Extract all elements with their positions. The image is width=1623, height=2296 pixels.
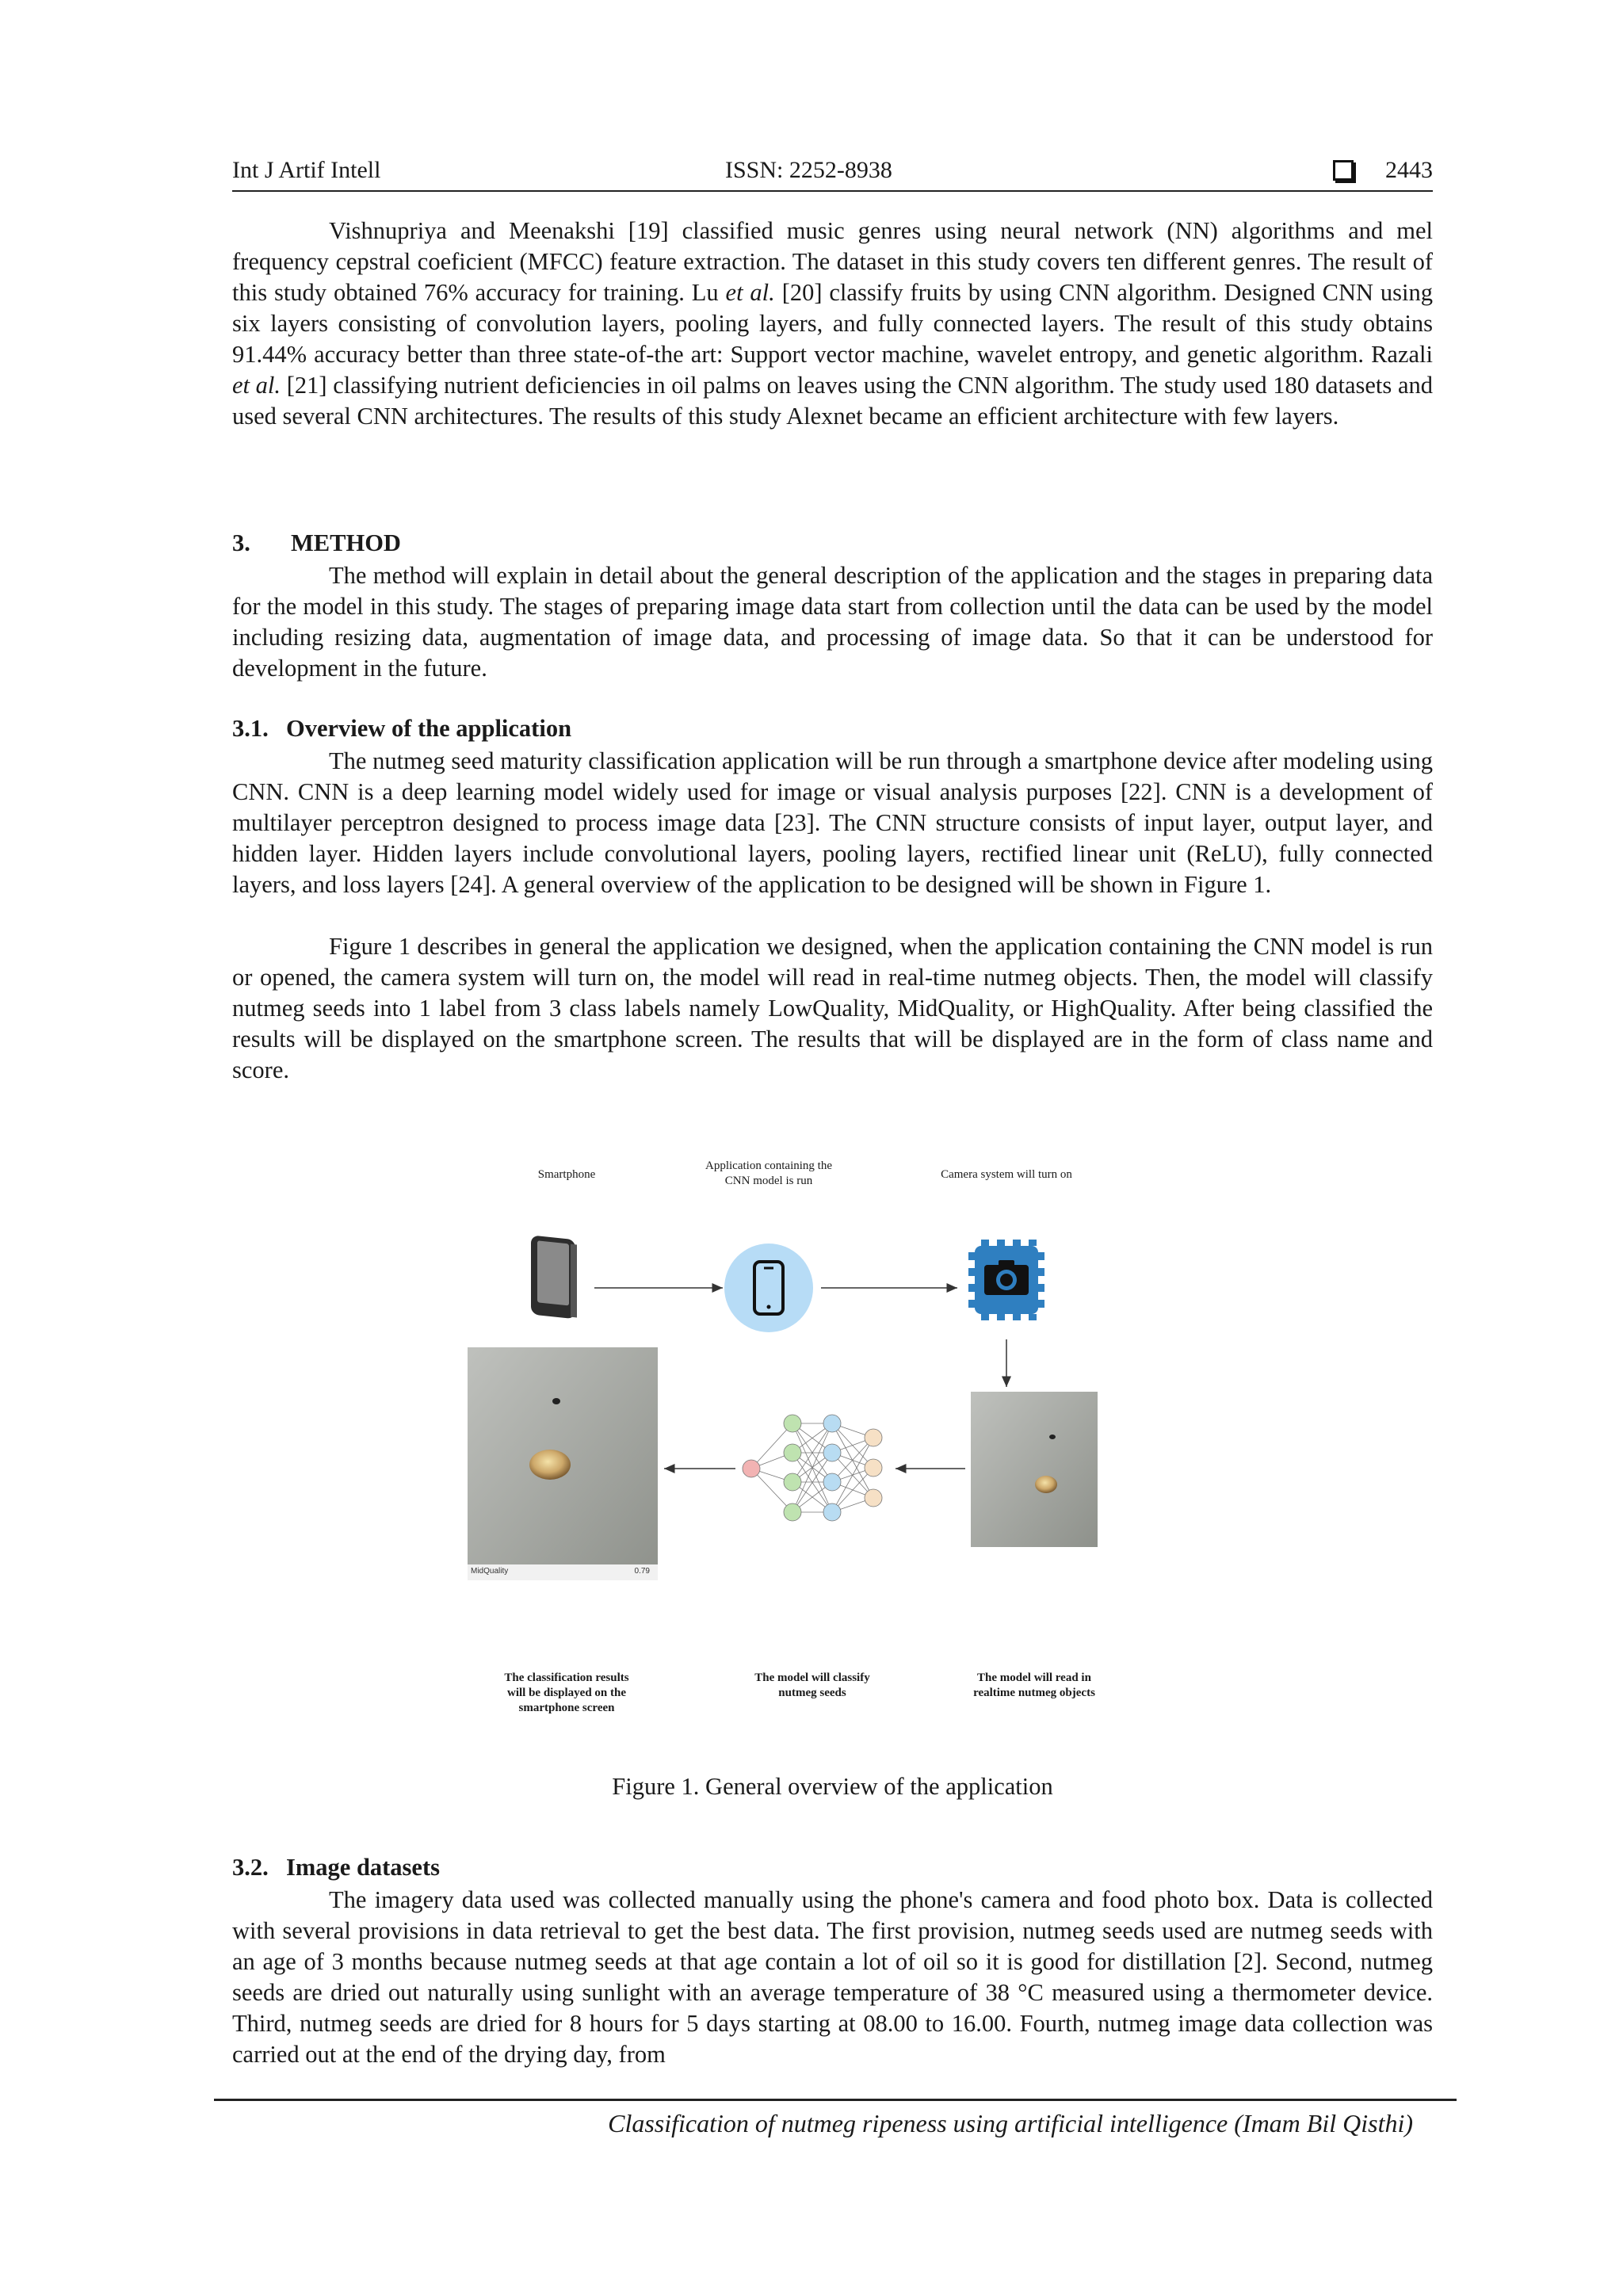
subsection-number: 3.2. xyxy=(232,1854,269,1881)
text-run: [21] classifying nutrient deficiencies in oil palms on leaves using the CNN algorithm. The study used 180 datasets and used several CNN architectures. The results of this study Alexnet became an efficient architecture with few layers. xyxy=(232,372,1433,430)
header-right xyxy=(1333,157,1433,184)
subsection-heading-datasets xyxy=(232,1854,440,1881)
figure-1 xyxy=(468,1159,1181,1742)
section-number: 3. xyxy=(232,529,250,556)
label-line: smartphone screen xyxy=(518,1702,615,1714)
label-line: CNN model is run xyxy=(724,1175,813,1187)
label-app-run xyxy=(682,1159,856,1189)
label-line: The model will read in xyxy=(977,1671,1091,1684)
label-line: realtime nutmeg objects xyxy=(973,1687,1095,1699)
page-number: 2443 xyxy=(1385,157,1433,183)
subsection-title: Image datasets xyxy=(286,1854,440,1881)
journal-name: Int J Artif Intell xyxy=(232,157,381,183)
subsection-title: Overview of the application xyxy=(286,715,572,742)
camera-chip-icon xyxy=(968,1240,1044,1320)
label-line: The classification results xyxy=(504,1671,629,1684)
paragraph-figure-description: Figure 1 describes in general the application we designed, when the application containing the CNN model is run or opened, the camera system will turn on, the model will read in real-time nutmeg objects. Then, the model will classify nutmeg seeds into 1 label from 3 class labels namely LowQuality, MidQuality, or HighQuality. After being classified the results will be displayed on the smartphone screen. The results that will be displayed are in the form of class name and score. xyxy=(232,933,1433,1083)
label-smartphone: Smartphone xyxy=(537,1168,596,1181)
figure-caption: Figure 1. General overview of the application xyxy=(612,1773,1053,1800)
issn: ISSN: 2252-8938 xyxy=(725,157,892,183)
et-al: et al. xyxy=(725,279,775,306)
result-class: MidQuality xyxy=(471,1567,509,1576)
label-result xyxy=(468,1671,666,1716)
running-footer xyxy=(214,2099,1457,2137)
label-line: will be displayed on the xyxy=(506,1687,627,1699)
label-line: Application containing the xyxy=(705,1159,832,1172)
running-header xyxy=(232,152,1433,192)
section-title: METHOD xyxy=(291,529,401,556)
et-al: et al. xyxy=(232,372,281,399)
figure-diagram xyxy=(468,1163,1181,1742)
section-heading-method xyxy=(232,529,401,557)
paragraph-overview: The nutmeg seed maturity classification application will be run through a smartphone device after modeling using CNN. CNN is a deep learning model widely used for image or visual analysis purposes [22]. CNN is a development of multilayer perceptron designed to process image data [23]. The CNN structure consists of input layer, output layer, and hidden layer. Hidden layers include convolutional layers, pooling layers, rectified linear unit (ReLU), fully connected layers, and loss layers [24]. A general overview of the application to be designed will be shown in Figure 1. xyxy=(232,747,1433,898)
result-screenshot xyxy=(468,1347,658,1580)
result-bar xyxy=(471,1567,655,1576)
subsection-heading-overview xyxy=(232,715,571,743)
paragraph-image-datasets: The imagery data used was collected manually using the phone's camera and food photo box. Data is collected with several provisions in data retrieval to get the best data. The first provision, nutmeg seeds used are nutmeg seeds with an age of 3 months because nutmeg seeds at that age contain a lot of oil so it is good for distillation [2]. Second, nutmeg seeds are dried out naturally using sunlight with an average temperature of 38 °C measured using a thermometer device. Third, nutmeg seeds are dried for 8 hours for 5 days starting at 08.00 to 16.00. Fourth, nutmeg image data collection was carried out at the end of the drying day, from xyxy=(232,1886,1433,2068)
smartphone-icon xyxy=(531,1235,577,1319)
paragraph-method-intro: The method will explain in detail about the general description of the application and the stages in preparing data for the model in this study. The stages of preparing image data start from collection until the data can be used by the model including resizing data, augmentation of image data, and processing of image data. So that it can be understood for development in the future. xyxy=(232,562,1433,682)
realtime-photo xyxy=(971,1392,1098,1547)
subsection-number: 3.1. xyxy=(232,715,269,742)
label-read xyxy=(951,1671,1117,1701)
footer-title: Classification of nutmeg ripeness using artificial intelligence (Imam Bil Qisthi) xyxy=(608,2109,1413,2137)
result-score: 0.79 xyxy=(634,1567,650,1576)
square-bullet-icon xyxy=(1333,160,1354,181)
label-classify xyxy=(721,1671,903,1701)
label-camera: Camera system will turn on xyxy=(941,1168,1072,1181)
label-line: nutmeg seeds xyxy=(778,1687,846,1699)
text-run: Vishnupriya and Meenakshi [19] classified music genres using neural network (NN) algorithms and mel frequency cepstral coeficient (MFCC) feature extraction. The dataset in this study covers ten different genres. The result of this study obtained 76% accuracy for training. Lu xyxy=(232,217,1433,306)
neural-network-diagram xyxy=(743,1415,882,1521)
text-run: [20] classify fruits by using CNN algorithm. Designed CNN using six layers consisting of convolution layers, pooling layers, and fully connected layers. The result of this study obtains 91.44% accuracy better than three state-of-the art: Support vector machine, wavelet entropy, and genetic algorithm. Razali xyxy=(232,279,1433,368)
app-phone-icon xyxy=(724,1244,813,1332)
label-line: The model will classify xyxy=(754,1671,870,1684)
paragraph-related-work xyxy=(232,216,1433,432)
